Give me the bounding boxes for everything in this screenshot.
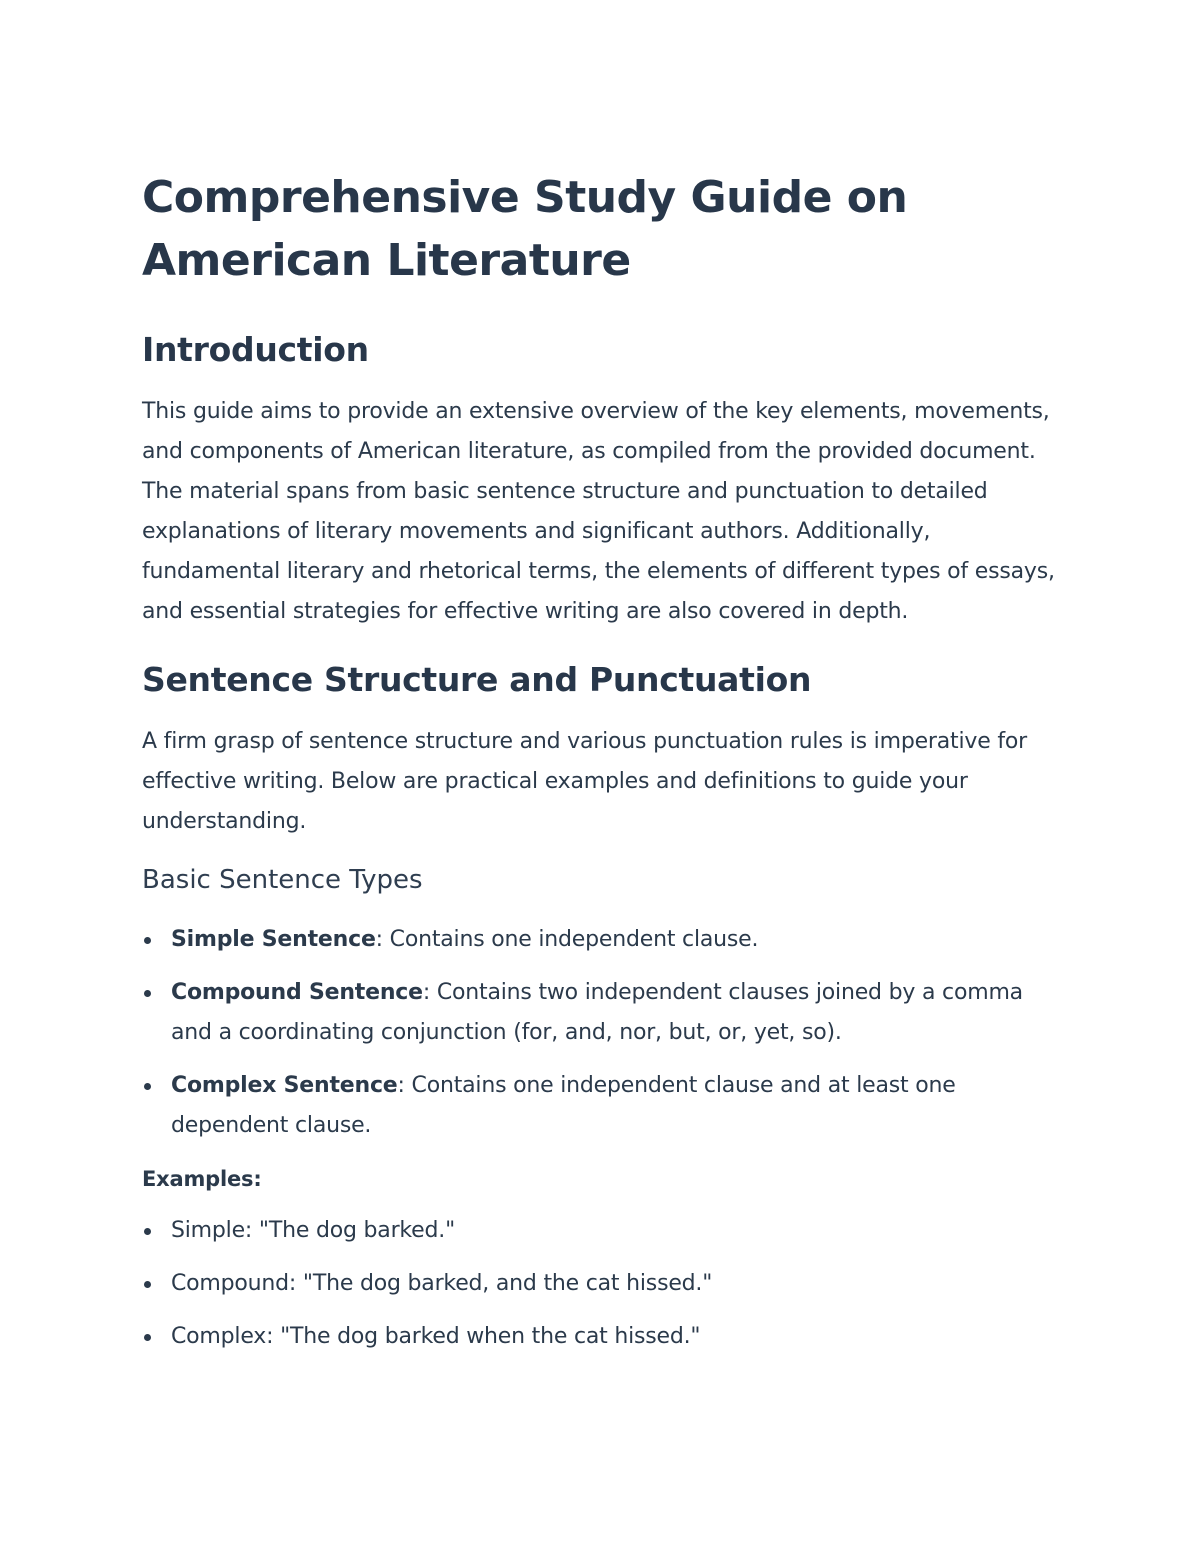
sentence-type-term: Simple Sentence [171, 927, 376, 952]
example-text: Compound: "The dog barked, and the cat hissed." [171, 1271, 713, 1296]
sentence-structure-heading: Sentence Structure and Punctuation [142, 660, 812, 699]
bullet-icon [144, 1334, 151, 1341]
sentence-type-definition: : Contains one independent clause. [375, 927, 759, 952]
list-item [142, 920, 1062, 960]
basic-sentence-types-heading: Basic Sentence Types [142, 865, 423, 895]
bullet-icon [144, 1228, 151, 1235]
bullet-icon [144, 1281, 151, 1288]
introduction-heading: Introduction [142, 330, 369, 369]
document-page [142, 166, 1062, 1370]
list-item [142, 1211, 1062, 1251]
sentence-types-list [142, 920, 1062, 1146]
list-item [142, 1264, 1062, 1304]
sentence-type-definition: : Contains two independent clauses joined by a comma and a coordinating conjunction (for, and, nor, but, or, yet, so). [171, 980, 1023, 1045]
bullet-icon [144, 990, 151, 997]
list-item [142, 973, 1062, 1053]
example-text: Complex: "The dog barked when the cat hissed." [171, 1324, 701, 1349]
sentence-type-definition: : Contains one independent clause and at least one dependent clause. [171, 1073, 956, 1138]
bullet-icon [144, 937, 151, 944]
list-item [142, 1317, 1062, 1357]
examples-label: Examples: [142, 1167, 262, 1191]
bullet-icon [144, 1083, 151, 1090]
introduction-paragraph: This guide aims to provide an extensive overview of the key elements, movements, and components of American literature, as compiled from the provided document. The material spans from basic sentence structure and punctuation to detailed explanations of literary movements and significant authors. Additionally, fundamental literary and rhetorical terms, the elements of different types of essays, and essential strategies for effective writing are also covered in depth. [142, 399, 1055, 624]
list-item [142, 1066, 1062, 1146]
document-title: Comprehensive Study Guide on American Literature [142, 172, 908, 286]
example-text: Simple: "The dog barked." [171, 1218, 455, 1243]
sentence-type-term: Complex Sentence [171, 1073, 398, 1098]
sentence-type-term: Compound Sentence [171, 980, 423, 1005]
sentence-structure-paragraph: A firm grasp of sentence structure and various punctuation rules is imperative for effective writing. Below are practical examples and definitions to guide your understanding. [142, 729, 1027, 834]
examples-list [142, 1211, 1062, 1357]
